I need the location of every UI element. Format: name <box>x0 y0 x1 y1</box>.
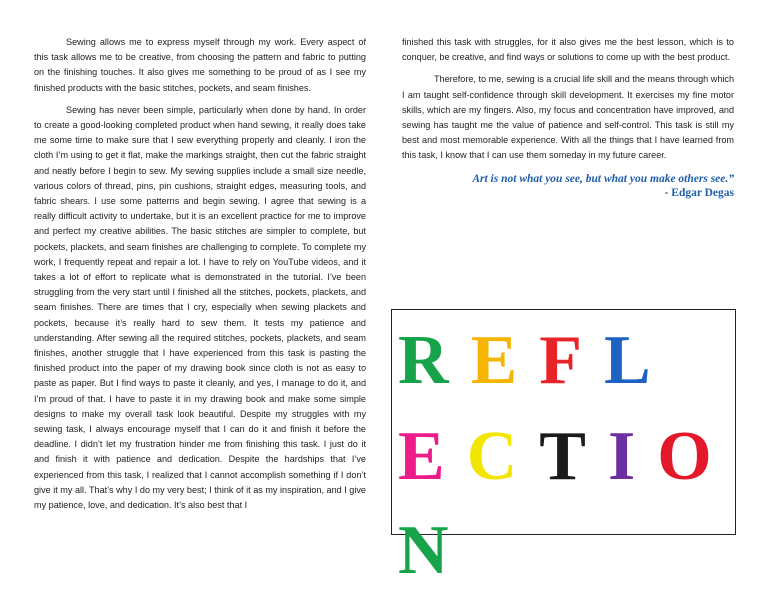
reflection-letter: N <box>398 512 449 589</box>
reflection-letter: L <box>604 322 651 399</box>
paragraph: Therefore, to me, sewing is a crucial life skill and the means through which I am taught self-confidence through skill development. It exercises my fine motor skills, which are my fingers. Also, my focus and concentration have improved, and sewing has taught me the value of patience and self-control. This task is still my best and most memorable experience. With all the things that I have learned from this task, I know that I can use them someday in my future career. <box>402 74 734 161</box>
reflection-row-2 <box>398 418 734 495</box>
paragraph: Sewing has never been simple, particularly when done by hand. In order to create a good-looking completed product when hand sewing, it really does take me some time to make sure that I sew everything properly and cleanly. I iron the cloth I’m using to get it flat, make the markings straight, then cut the fabric straight and neatly before I begin to sew. My sewing supplies include a small size needle, various colors of thread, pins, pin cushions, straight edges, measuring tools, and fabric shears. I use some patterns and begin sewing. I agree that sewing is a really difficult activity to undertake, but it is an excellent practice for me to improve and perfect my creative abilities. The basic stitches are simpler to complete, but pockets, plackets, and seam finishes are challenging to complete. To complete my work, I frequently repeat and repair a lot. I have to rely on YouTube videos, and it takes a lot of effort to replicate what is demonstrated in the tutorial. I’ve been struggling from the very start until I finished all the stitches, pockets, plackets, and seam finishes. There are times that I cry, especially when sewing plackets and pockets, because it’s really hard to sew them. It tests my patience and understanding. After sewing all the required stitches, pockets, plackets, and seam finishes, another struggle that I have experienced from this task is pasting the finished product into the paper of my drawing book since cloth is not as easy to paste as paper. But I find ways to paste it cleanly, and yes, I manage to do it, and I’m proud of that. I have to paste it in my drawing book and make some simple designs to make my overall task look beautiful. Despite my struggles with my sewing task, I always encourage myself that I can do it and finish it before the deadline. I didn’t let my frustration hinder me from finishing this task. I just do it and finish it with patience and dedication. Despite the hardships that I’ve experienced from this task, I realized that I cannot accomplish something if I don’t give it my all. That’s why I do my very best; I think of it as my inspiration, and I give my patience, love, and dedication. It’s also best that I <box>34 104 366 511</box>
reflection-letter: E <box>398 418 445 495</box>
reflection-row-3 <box>398 512 471 589</box>
reflection-letter: I <box>607 418 636 495</box>
reflection-letter: F <box>539 322 583 399</box>
reflection-letter: O <box>657 418 712 495</box>
quote-author: - Edgar Degas <box>664 186 734 199</box>
reflection-row-1 <box>398 322 673 399</box>
paragraph: Sewing allows me to express myself through my work. Every aspect of this task allows me to be creative, from choosing the pattern and fabric to putting on the finishing touches. It also gives me something to be proud of as I see my finished products with the basic stitches, pockets, and seam finishes. <box>34 37 366 93</box>
paragraph: finished this task with struggles, for it also gives me the best lesson, which is to conquer, be creative, and find ways or solutions to come up with the best product. <box>402 37 734 63</box>
right-text-column <box>402 35 734 200</box>
reflection-letter: T <box>539 418 586 495</box>
reflection-letter: C <box>466 418 518 495</box>
reflection-title-box <box>391 309 736 589</box>
left-text-column <box>34 35 366 520</box>
reflection-letter: R <box>398 322 449 399</box>
quote-text: Art is not what you see, but what you make others see.” <box>472 172 734 185</box>
reflection-letter: E <box>470 322 518 399</box>
